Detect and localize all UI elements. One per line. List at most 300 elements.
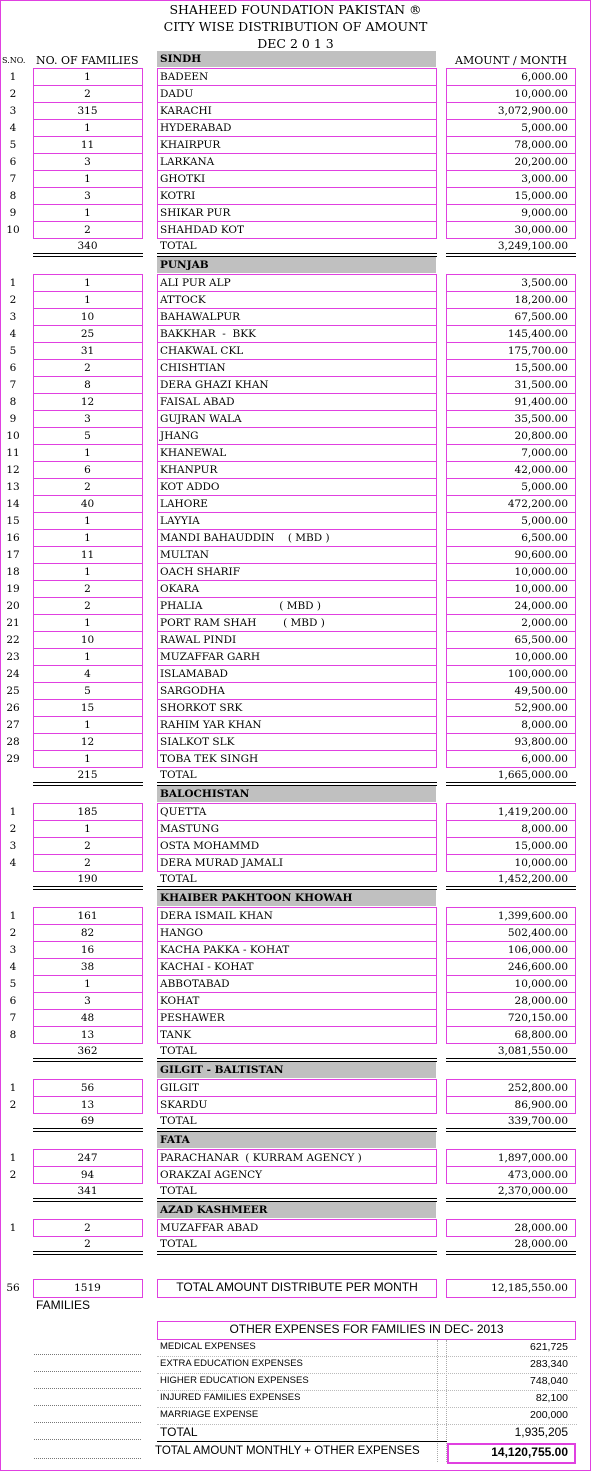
- amount-value: 28,000.00: [514, 1222, 568, 1234]
- dotted-line: [34, 1371, 141, 1372]
- amount-value: 6,000.00: [521, 71, 568, 83]
- city-name: DERA MURAD JAMALI: [160, 857, 284, 869]
- family-count: 11: [80, 549, 95, 561]
- amount-value: 30,000.00: [514, 224, 568, 236]
- family-count: 13: [80, 1099, 95, 1111]
- city-name: MANDI BAHAUDDIN ( MBD ): [160, 532, 330, 544]
- serial-number: 8: [9, 1029, 17, 1041]
- row-line: [446, 837, 576, 838]
- serial-number: 6: [9, 156, 17, 168]
- city-name: KOHAT: [160, 995, 200, 1007]
- family-count: 16: [80, 944, 95, 956]
- amount-value: 65,500.00: [514, 634, 568, 646]
- amount-value: 67,500.00: [514, 311, 568, 323]
- row-line: [157, 512, 437, 513]
- family-count: 11: [80, 139, 95, 151]
- row-line: [33, 204, 143, 205]
- amount-value: 8,000.00: [521, 719, 568, 731]
- row-line: [446, 102, 576, 103]
- row-line: [33, 325, 143, 326]
- city-name: LAHORE: [160, 498, 208, 510]
- total-label: TOTAL: [160, 1115, 197, 1127]
- family-count: 2: [84, 1222, 91, 1234]
- row-line: [33, 699, 143, 700]
- row-line: [446, 495, 576, 496]
- serial-number: 1: [9, 910, 17, 922]
- amount-value: 49,500.00: [514, 685, 568, 697]
- city-name: MASTUNG: [160, 823, 219, 835]
- serial-number: 22: [6, 634, 20, 646]
- total-families: 362: [77, 1045, 98, 1057]
- row-line: [157, 1166, 437, 1167]
- amount-value: 10,000.00: [514, 566, 568, 578]
- serial-number: 1: [9, 806, 17, 818]
- city-name: CHAKWAL CKL: [160, 345, 244, 357]
- city-name: TANK: [160, 1029, 192, 1041]
- expense-label: MEDICAL EXPENSES: [160, 1341, 256, 1352]
- city-name: ABBOTABAD: [160, 978, 230, 990]
- city-name: PORT RAM SHAH ( MBD ): [160, 617, 325, 629]
- city-name: KACHAI - KOHAT: [160, 961, 254, 973]
- row-line: [157, 427, 437, 428]
- row-line: [33, 136, 143, 137]
- amount-value: 10,000.00: [514, 857, 568, 869]
- amount-value: 42,000.00: [514, 464, 568, 476]
- row-line: [446, 750, 576, 751]
- row-line: [157, 495, 437, 496]
- row-line: [33, 631, 143, 632]
- double-underline: [446, 782, 576, 786]
- total-families: 341: [77, 1185, 98, 1197]
- city-name: DERA ISMAIL KHAN: [160, 910, 273, 922]
- row-line: [446, 512, 576, 513]
- family-count: 1: [84, 71, 91, 83]
- row-line: [157, 682, 437, 683]
- row-line: [33, 941, 143, 942]
- city-name: SARGODHA: [160, 685, 225, 697]
- family-count: 185: [77, 806, 98, 818]
- city-name: BADEEN: [160, 71, 209, 83]
- grand-label: TOTAL AMOUNT DISTRIBUTE PER MONTH: [176, 1280, 418, 1294]
- family-count: 5: [84, 430, 91, 442]
- city-name: HYDERABAD: [160, 122, 232, 134]
- family-count: 31: [80, 345, 95, 357]
- row-line: [446, 187, 576, 188]
- row-line: [33, 376, 143, 377]
- serial-number: 1: [9, 71, 17, 83]
- row-line: [446, 958, 576, 959]
- families-word: FAMILIES: [36, 1298, 91, 1312]
- serial-number: 5: [9, 139, 17, 151]
- city-name: DERA GHAZI KHAN: [160, 379, 269, 391]
- serial-number: 2: [9, 823, 17, 835]
- row-line: [446, 478, 576, 479]
- row-line: [446, 699, 576, 700]
- row-line: [157, 325, 437, 326]
- row-line: [446, 308, 576, 309]
- family-count: 1: [84, 277, 91, 289]
- amount-value: 252,800.00: [507, 1082, 568, 1094]
- row-line: [446, 854, 576, 855]
- row-separator: [157, 1356, 577, 1357]
- row-line: [33, 187, 143, 188]
- serial-number: 24: [6, 668, 20, 680]
- family-count: 48: [80, 1012, 95, 1024]
- row-line: [33, 427, 143, 428]
- serial-number: 10: [6, 430, 20, 442]
- family-count: 10: [80, 311, 95, 323]
- city-name: JHANG: [160, 430, 199, 442]
- row-line: [157, 529, 437, 530]
- amount-value: 2,000.00: [521, 617, 568, 629]
- row-line: [33, 102, 143, 103]
- family-count: 1: [84, 173, 91, 185]
- city-name: OSTA MOHAMMD: [160, 840, 260, 852]
- serial-number: 2: [9, 1099, 17, 1111]
- amount-value: 3,000.00: [521, 173, 568, 185]
- row-line: [446, 716, 576, 717]
- family-count: 40: [80, 498, 95, 510]
- total-label: TOTAL: [160, 1238, 197, 1250]
- expense-value: 82,100: [535, 1392, 568, 1404]
- row-line: [157, 597, 437, 598]
- row-line: [157, 546, 437, 547]
- family-count: 6: [84, 464, 91, 476]
- total-families: 215: [77, 769, 98, 781]
- dotted-line: [34, 1405, 141, 1406]
- row-line: [157, 750, 437, 751]
- serial-number: 20: [6, 600, 20, 612]
- row-line: [157, 992, 437, 993]
- serial-number: 3: [9, 105, 17, 117]
- amount-value: 24,000.00: [514, 600, 568, 612]
- row-line: [33, 1026, 143, 1027]
- row-line: [33, 975, 143, 976]
- serial-number: 1: [9, 1222, 17, 1234]
- row-line: [157, 631, 437, 632]
- double-underline: [446, 1251, 576, 1255]
- family-count: 12: [80, 396, 95, 408]
- amount-value: 3,072,900.00: [497, 105, 568, 117]
- amount-value: 1,897,000.00: [497, 1152, 568, 1164]
- serial-number: 4: [9, 122, 17, 134]
- serial-number: 7: [9, 1012, 17, 1024]
- row-line: [33, 682, 143, 683]
- row-line: [33, 478, 143, 479]
- row-line: [33, 597, 143, 598]
- row-line: [33, 1009, 143, 1010]
- family-count: 1: [84, 447, 91, 459]
- amount-value: 20,200.00: [514, 156, 568, 168]
- expenses-total-label: TOTAL: [160, 1425, 198, 1439]
- row-separator: [157, 1390, 577, 1391]
- amount-value: 10,000.00: [514, 88, 568, 100]
- serial-number: 26: [6, 702, 20, 714]
- serial-number: 9: [9, 413, 17, 425]
- row-line: [446, 291, 576, 292]
- row-line: [33, 153, 143, 154]
- city-name: LARKANA: [160, 156, 215, 168]
- expenses-title: OTHER EXPENSES FOR FAMILIES IN DEC- 2013: [229, 1322, 504, 1336]
- amount-value: 15,000.00: [514, 840, 568, 852]
- row-line: [33, 750, 143, 751]
- family-count: 1: [84, 294, 91, 306]
- province-header: KHAIBER PAKHTOON KHOWAH: [157, 890, 436, 906]
- family-count: 2: [84, 224, 91, 236]
- row-line: [157, 820, 437, 821]
- row-line: [157, 924, 437, 925]
- amount-value: 5,000.00: [521, 515, 568, 527]
- family-count: 1: [84, 978, 91, 990]
- serial-number: 6: [9, 362, 17, 374]
- row-line: [33, 614, 143, 615]
- double-underline: [33, 1251, 143, 1255]
- final-total-label: TOTAL AMOUNT MONTHLY + OTHER EXPENSES: [155, 1445, 420, 1457]
- row-line: [157, 837, 437, 838]
- double-underline: [33, 253, 143, 257]
- double-underline: [446, 886, 576, 890]
- row-line: [157, 699, 437, 700]
- row-line: [446, 682, 576, 683]
- row-line: [157, 136, 437, 137]
- total-amount: 339,700.00: [507, 1115, 568, 1127]
- family-count: 2: [84, 583, 91, 595]
- family-count: 82: [80, 927, 95, 939]
- row-line: [33, 170, 143, 171]
- double-underline: [446, 1128, 576, 1132]
- family-count: 2: [84, 481, 91, 493]
- row-line: [446, 1009, 576, 1010]
- dotted-line: [34, 1422, 141, 1423]
- family-count: 1: [84, 532, 91, 544]
- row-line: [157, 563, 437, 564]
- row-line: [157, 342, 437, 343]
- row-line: [446, 975, 576, 976]
- row-line: [446, 325, 576, 326]
- city-name: SKARDU: [160, 1099, 208, 1111]
- serial-number: 25: [6, 685, 20, 697]
- row-separator: [157, 1407, 577, 1408]
- row-line: [157, 958, 437, 959]
- row-line: [157, 444, 437, 445]
- row-line: [33, 546, 143, 547]
- row-line: [33, 221, 143, 222]
- city-name: RAWAL PINDI: [160, 634, 237, 646]
- city-name: TOBA TEK SINGH: [160, 753, 259, 765]
- city-name: FAISAL ABAD: [160, 396, 235, 408]
- city-name: ALI PUR ALP: [160, 277, 231, 289]
- row-line: [157, 221, 437, 222]
- city-name: PESHAWER: [160, 1012, 225, 1024]
- row-line: [446, 153, 576, 154]
- row-line: [157, 291, 437, 292]
- row-line: [157, 975, 437, 976]
- city-name: KOT ADDO: [160, 481, 220, 493]
- amount-header: AMOUNT / MONTH: [455, 54, 567, 67]
- expense-value: 283,340: [530, 1358, 568, 1370]
- city-name: RAHIM YAR KHAN: [160, 719, 262, 731]
- row-line: [33, 716, 143, 717]
- family-count: 94: [80, 1169, 95, 1181]
- row-line: [157, 204, 437, 205]
- sno-header: S.NO.: [2, 56, 26, 65]
- family-count: 13: [80, 1029, 95, 1041]
- amount-value: 1,399,600.00: [497, 910, 568, 922]
- double-underline: [446, 1058, 576, 1062]
- family-count: 1: [84, 719, 91, 731]
- dotted-line: [34, 1354, 141, 1355]
- grand-sno: 56: [6, 1282, 20, 1294]
- family-count: 38: [80, 961, 95, 973]
- row-separator: [157, 1373, 577, 1374]
- row-line: [446, 546, 576, 547]
- family-count: 2: [84, 840, 91, 852]
- double-underline: [33, 886, 143, 890]
- city-name: MUZAFFAR ABAD: [160, 1222, 259, 1234]
- amount-value: 502,400.00: [507, 927, 568, 939]
- amount-value: 10,000.00: [514, 651, 568, 663]
- row-line: [446, 204, 576, 205]
- total-amount: 1,665,000.00: [497, 769, 568, 781]
- expense-label: INJURED FAMILIES EXPENSES: [160, 1392, 301, 1403]
- serial-number: 5: [9, 345, 17, 357]
- family-count: 247: [77, 1152, 98, 1164]
- family-count: 3: [84, 156, 91, 168]
- city-name: DADU: [160, 88, 194, 100]
- serial-number: 2: [9, 88, 17, 100]
- serial-number: 2: [9, 294, 17, 306]
- row-line: [33, 1166, 143, 1167]
- expense-label: MARRIAGE EXPENSE: [160, 1409, 259, 1420]
- row-line: [157, 716, 437, 717]
- city-name: SHIKAR PUR: [160, 207, 231, 219]
- total-label: TOTAL: [160, 1045, 197, 1057]
- family-count: 1: [84, 753, 91, 765]
- amount-value: 473,000.00: [507, 1169, 568, 1181]
- city-name: KHANPUR: [160, 464, 218, 476]
- family-count: 2: [84, 362, 91, 374]
- expense-value: 748,040: [530, 1375, 568, 1387]
- province-header: PUNJAB: [157, 257, 436, 273]
- family-count: 4: [84, 668, 91, 680]
- grand-amount: 12,185,550.00: [491, 1282, 568, 1294]
- row-line: [33, 529, 143, 530]
- total-amount: 2,370,000.00: [497, 1185, 568, 1197]
- serial-number: 3: [9, 840, 17, 852]
- total-label: TOTAL: [160, 769, 197, 781]
- row-line: [33, 85, 143, 86]
- serial-number: 10: [6, 224, 20, 236]
- serial-number: 5: [9, 978, 17, 990]
- row-line: [446, 359, 576, 360]
- row-line: [33, 958, 143, 959]
- family-count: 56: [80, 1082, 95, 1094]
- serial-number: 21: [6, 617, 20, 629]
- serial-number: 1: [9, 277, 17, 289]
- amount-value: 100,000.00: [507, 668, 568, 680]
- row-line: [446, 136, 576, 137]
- province-header: BALOCHISTAN: [157, 786, 436, 802]
- row-line: [157, 119, 437, 120]
- family-count: 161: [77, 910, 98, 922]
- serial-number: 4: [9, 857, 17, 869]
- double-underline: [33, 1058, 143, 1062]
- row-line: [33, 308, 143, 309]
- province-header: GILGIT - BALTISTAN: [157, 1062, 436, 1078]
- province-header: SINDH: [157, 51, 436, 67]
- city-name: KHAIRPUR: [160, 139, 221, 151]
- amount-value: 68,800.00: [514, 1029, 568, 1041]
- amount-value: 18,200.00: [514, 294, 568, 306]
- amount-value: 31,500.00: [514, 379, 568, 391]
- row-line: [157, 1009, 437, 1010]
- family-count: 315: [77, 105, 98, 117]
- total-amount: 1,452,200.00: [497, 873, 568, 885]
- row-line: [157, 1026, 437, 1027]
- row-line: [33, 837, 143, 838]
- amount-value: 175,700.00: [507, 345, 568, 357]
- row-line: [157, 359, 437, 360]
- row-line: [33, 648, 143, 649]
- row-line: [446, 529, 576, 530]
- amount-value: 7,000.00: [521, 447, 568, 459]
- city-name: CHISHTIAN: [160, 362, 226, 374]
- serial-number: 13: [6, 481, 20, 493]
- row-line: [157, 1096, 437, 1097]
- amount-value: 15,000.00: [514, 190, 568, 202]
- family-count: 1: [84, 515, 91, 527]
- row-line: [446, 597, 576, 598]
- serial-number: 16: [6, 532, 20, 544]
- city-name: SHAHDAD KOT: [160, 224, 245, 236]
- amount-value: 15,500.00: [514, 362, 568, 374]
- city-name: KHANEWAL: [160, 447, 227, 459]
- family-count: 10: [80, 634, 95, 646]
- family-count: 2: [84, 600, 91, 612]
- row-line: [446, 648, 576, 649]
- serial-number: 28: [6, 736, 20, 748]
- serial-number: 1: [9, 1152, 17, 1164]
- row-line: [157, 733, 437, 734]
- row-line: [446, 563, 576, 564]
- row-line: [446, 992, 576, 993]
- amount-value: 52,900.00: [514, 702, 568, 714]
- amount-value: 90,600.00: [514, 549, 568, 561]
- serial-number: 17: [6, 549, 20, 561]
- total-label: TOTAL: [160, 1185, 197, 1197]
- amount-value: 20,800.00: [514, 430, 568, 442]
- row-line: [446, 410, 576, 411]
- serial-number: 8: [9, 190, 17, 202]
- row-line: [33, 733, 143, 734]
- row-line: [157, 308, 437, 309]
- row-line: [446, 85, 576, 86]
- row-line: [446, 580, 576, 581]
- total-families: 340: [77, 240, 98, 252]
- serial-number: 11: [6, 447, 20, 459]
- report-period: DEC 2 0 1 3: [257, 36, 334, 51]
- double-underline: [157, 1251, 437, 1255]
- row-line: [446, 461, 576, 462]
- total-label: TOTAL: [160, 240, 197, 252]
- family-count: 25: [80, 328, 95, 340]
- total-label: TOTAL: [160, 873, 197, 885]
- city-name: SIALKOT SLK: [160, 736, 235, 748]
- amount-value: 6,000.00: [521, 753, 568, 765]
- amount-value: 106,000.00: [507, 944, 568, 956]
- amount-value: 10,000.00: [514, 978, 568, 990]
- amount-value: 91,400.00: [514, 396, 568, 408]
